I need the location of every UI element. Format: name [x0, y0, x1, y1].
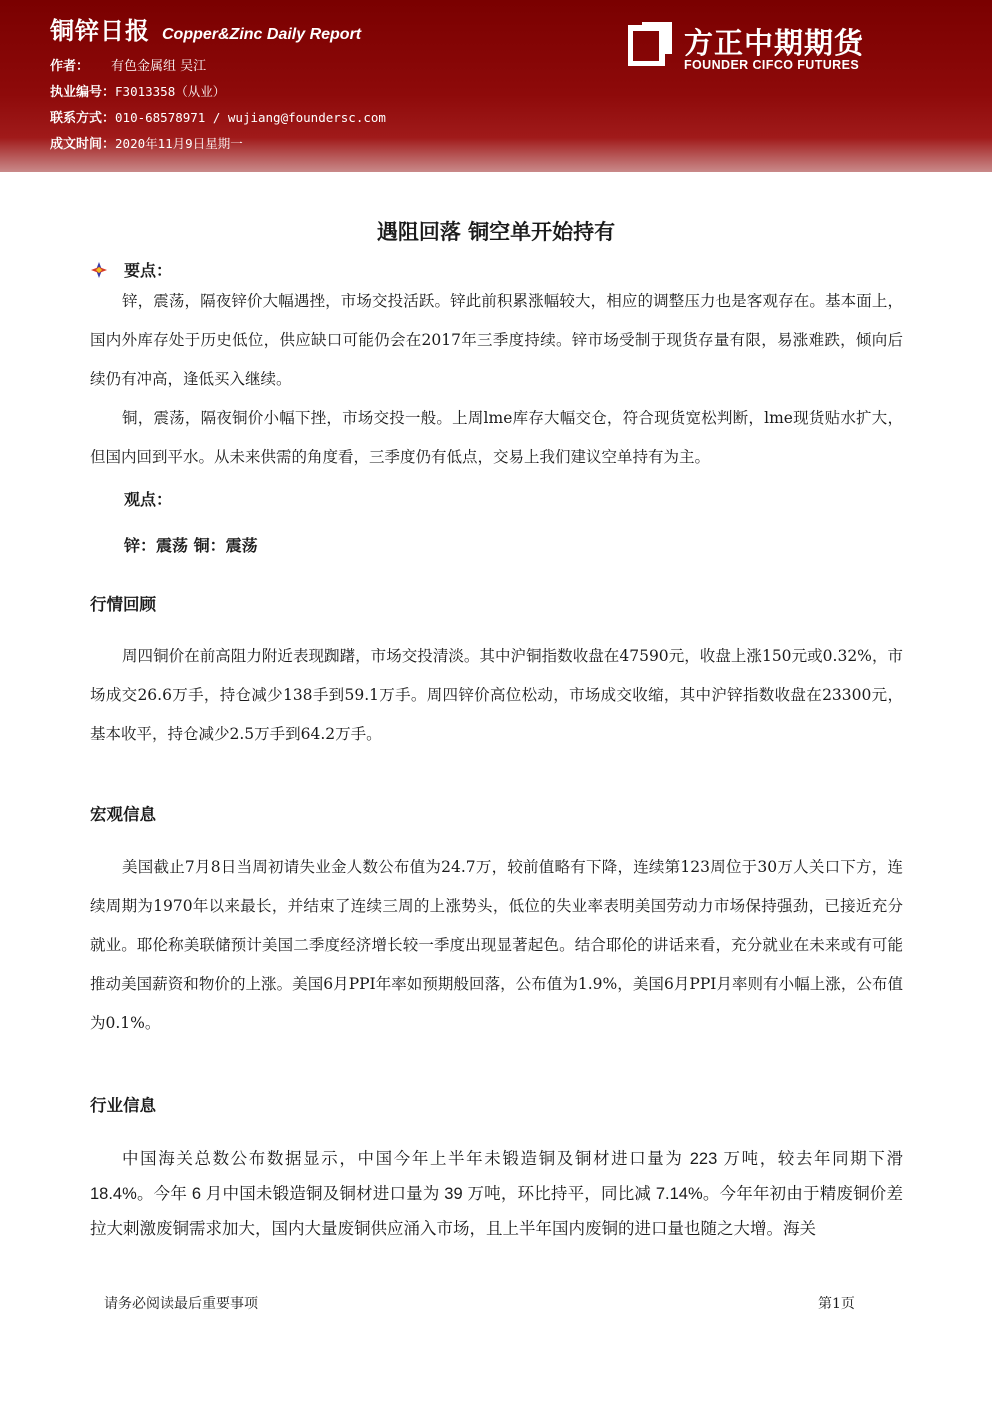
date-label: 成文时间： [50, 137, 116, 152]
license-value: F3013358（从业） [115, 84, 226, 99]
contact-line [50, 107, 386, 126]
section-heading-market-review: 行情回顾 [90, 595, 156, 614]
license-line [50, 81, 225, 100]
section-heading-industry: 行业信息 [90, 1096, 156, 1115]
section-text-market-review: 周四铜价在前高阻力附近表现踟躇，市场交投清淡。其中沪铜指数收盘在47590元，收盘上涨150元或0.32%，市场成交26.6万手，持仓减少138手到59.1万手。周四锌价高位松动，市场成交收缩，其中沪锌指数收盘在23300元，基本收平，持仓减少2.5万手到64.2万手。 [90, 647, 903, 743]
contact-value: 010-68578971 / wujiang@foundersc.com [115, 110, 386, 125]
footer-page-number: 第1页 [818, 1296, 855, 1312]
report-title-cn: 铜锌日报 [50, 17, 150, 45]
report-title-en: Copper&Zinc Daily Report [162, 26, 362, 43]
keypoints-label: 要点： [124, 261, 173, 280]
author-label: 作者： [50, 59, 90, 74]
author-value: 有色金属组 吴江 [111, 59, 207, 74]
keypoints-heading [90, 258, 172, 281]
logo-text-cn: 方正中期期货 [684, 26, 865, 60]
view-label: 观点： [124, 490, 173, 509]
view-text: 锌：震荡 铜：震荡 [124, 536, 258, 555]
company-logo [628, 20, 883, 76]
logo-text-en: FOUNDER CIFCO FUTURES [684, 58, 860, 72]
license-label: 执业编号： [50, 85, 116, 100]
section-heading-macro: 宏观信息 [90, 805, 156, 824]
keypoint-zinc: 锌，震荡，隔夜锌价大幅遇挫，市场交投活跃。锌此前积累涨幅较大，相应的调整压力也是客观存在。基本面上，国内外库存处于历史低位，供应缺口可能仍会在2017年三季度持续。锌市场受制于现货存量有限，易涨难跌，倾向后续仍有冲高，逢低买入继续。 [90, 292, 903, 388]
contact-label: 联系方式： [50, 111, 116, 126]
date-value: 2020年11月9日星期一 [115, 136, 243, 151]
keypoint-copper: 铜，震荡，隔夜铜价小幅下挫，市场交投一般。上周lme库存大幅交仓，符合现货宽松判断，lme现货贴水扩大，但国内回到平水。从未来供需的角度看，三季度仍有低点，交易上我们建议空单持有为主。 [90, 409, 903, 466]
report-header [0, 0, 992, 172]
document-title: 遇阻回落 铜空单开始持有 [376, 220, 616, 244]
author-line [50, 55, 206, 74]
footer-notice: 请务必阅读最后重要事项 [104, 1296, 258, 1312]
diamond-bullet-icon [90, 261, 108, 279]
report-title-row [50, 11, 361, 46]
section-text-industry: 中国海关总数公布数据显示，中国今年上半年未锻造铜及铜材进口量为 223 万吨，较去年同期下滑 18.4%。今年 6 月中国未锻造铜及铜材进口量为 39 万吨，环比持平，同比减 7.14%。今年年初由于精废铜价差拉大刺激废铜需求加大，国内大量废铜供应涌入市场，且上半年国内废铜的进口量也随之大增。海关 [90, 1150, 903, 1238]
date-line [50, 133, 243, 152]
section-text-macro: 美国截止7月8日当周初请失业金人数公布值为24.7万，较前值略有下降，连续第123周位于30万人关口下方，连续周期为1970年以来最长，并结束了连续三周的上涨势头，低位的失业率表明美国劳动力市场保持强劲，已接近充分就业。耶伦称美联储预计美国二季度经济增长较一季度出现显著起色。结合耶伦的讲话来看，充分就业在未来或有可能推动美国薪资和物价的上涨。美国6月PPI年率如预期般回落，公布值为1.9%，美国6月PPI月率则有小幅上涨，公布值为0.1%。 [90, 858, 903, 1032]
founder-logo-icon [628, 20, 674, 66]
